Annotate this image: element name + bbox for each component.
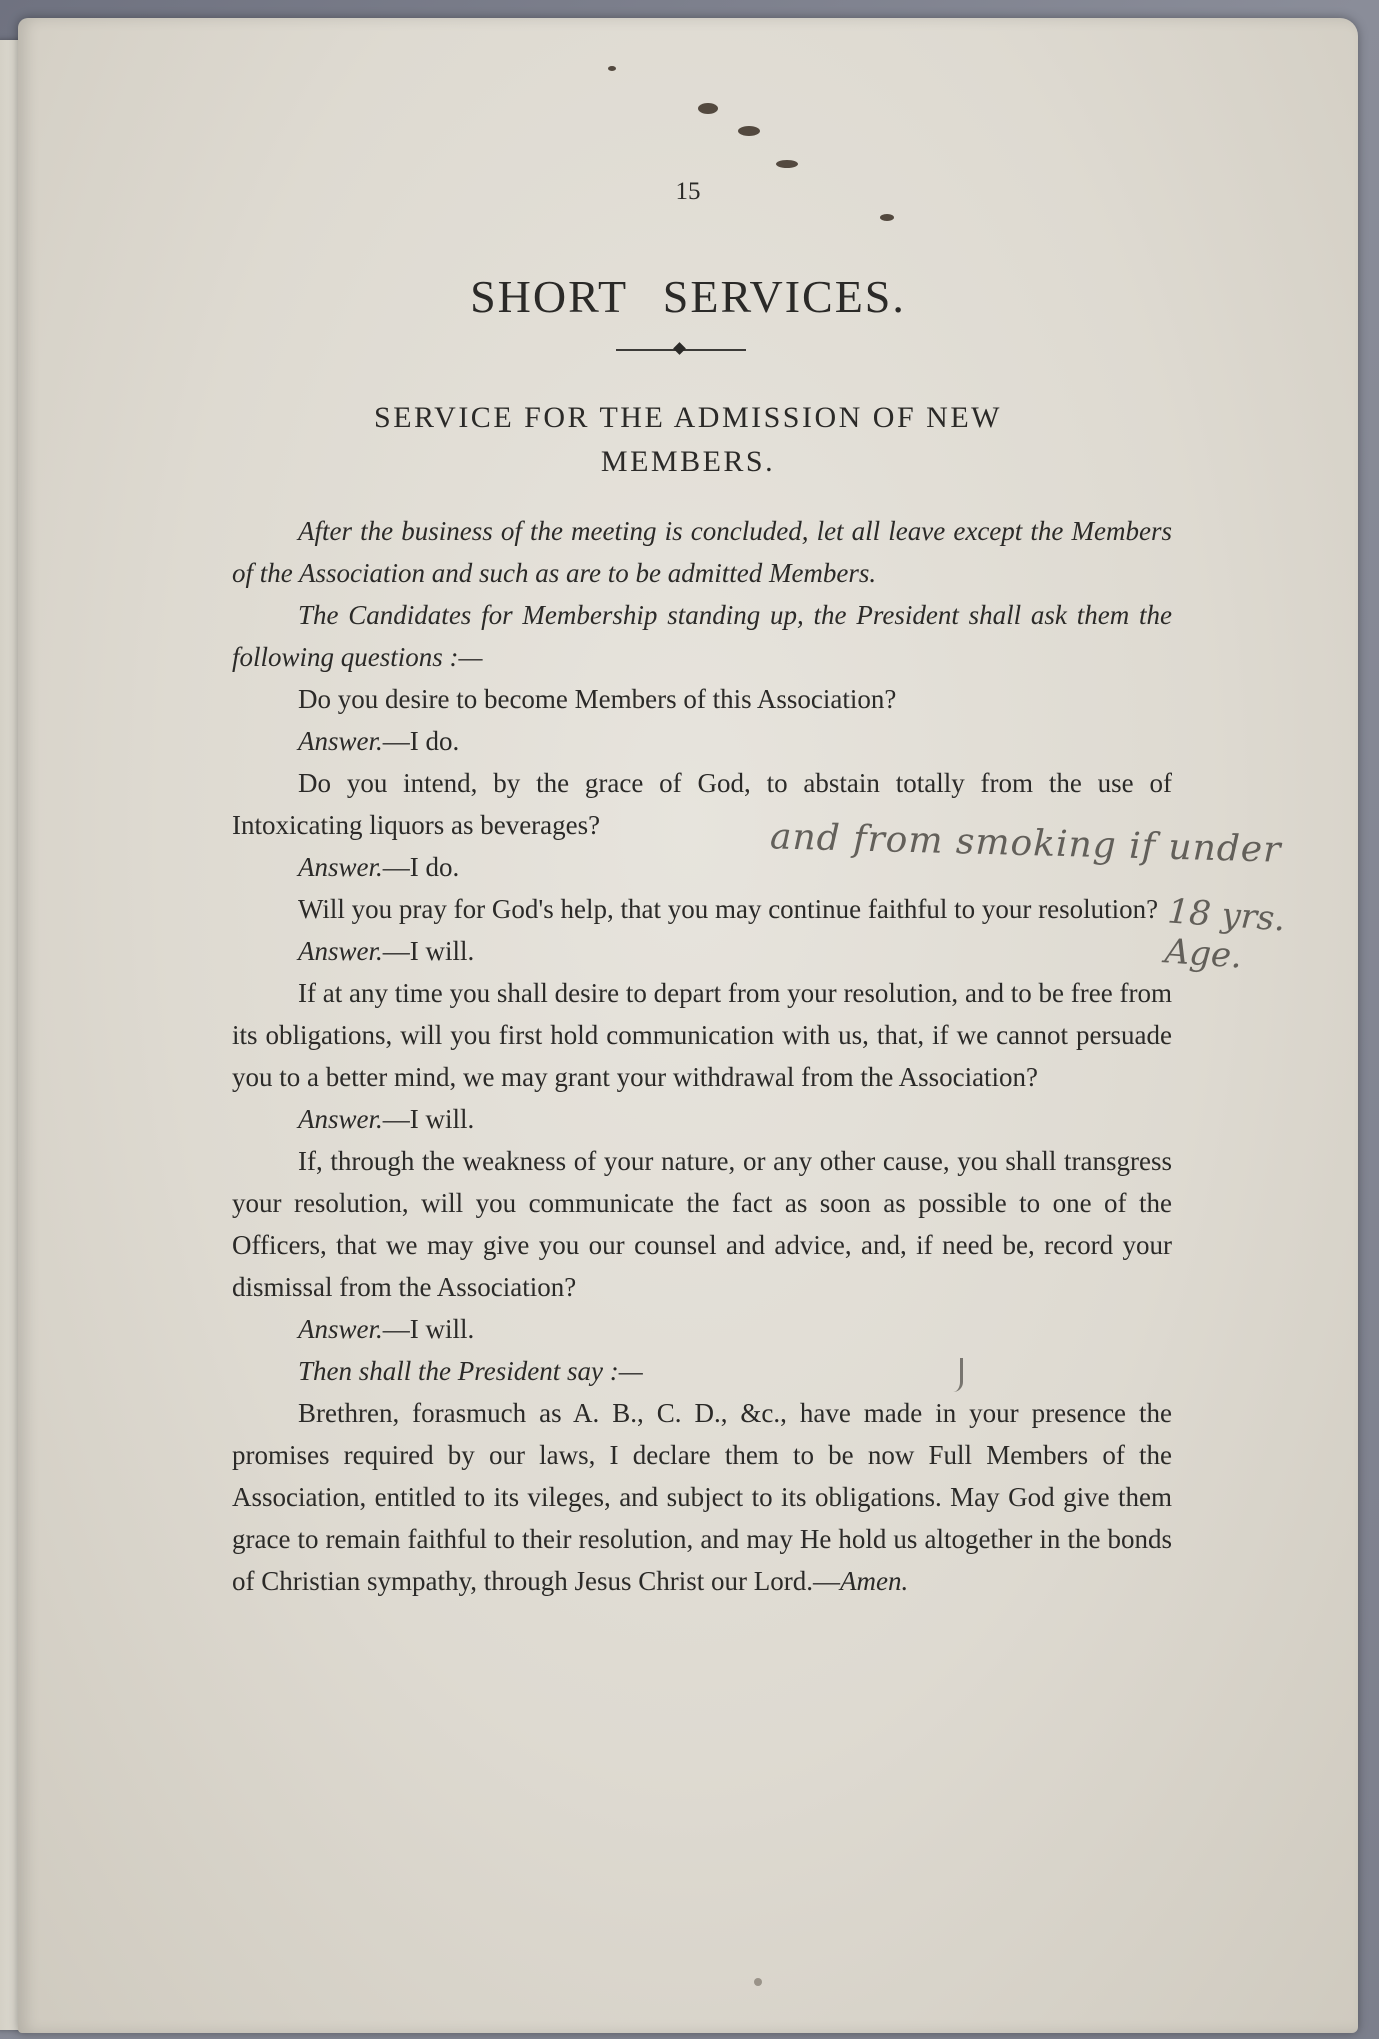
answer-text: —I do.	[382, 852, 460, 882]
foxing-spot	[738, 126, 760, 136]
declaration	[232, 1392, 1172, 1602]
answer-text: —I do.	[382, 726, 460, 756]
foxing-spot	[608, 66, 616, 71]
section-heading-line1: SERVICE FOR THE ADMISSION OF NEW	[374, 401, 1002, 434]
answer-label: Answer.	[298, 1104, 383, 1134]
answer-text: —I will.	[382, 1314, 475, 1344]
ornament-diamond	[673, 342, 686, 355]
section-heading	[263, 396, 1113, 484]
foxing-spot	[880, 214, 894, 221]
answer-5	[232, 1308, 1172, 1350]
answer-label: Answer.	[298, 936, 383, 966]
handwritten-annotation-age: 18 yrs. Age.	[1163, 891, 1287, 977]
answer-1	[232, 720, 1172, 762]
foxing-spot	[776, 160, 798, 168]
answer-4	[232, 1098, 1172, 1140]
question-1: Do you desire to become Members of this Association?	[298, 684, 897, 714]
foxing-spot	[754, 1978, 762, 1986]
book-page	[18, 18, 1358, 2033]
question-5: If, through the weakness of your nature, or any other cause, you shall transgress your resolution, will you communicate the fact as soon as possible to one of the Officers, that we may give you our counsel and advice, and, if need be, record your dismissal from the Association?	[232, 1146, 1172, 1302]
handwritten-correction-mark	[948, 1358, 963, 1392]
answer-label: Answer.	[298, 1314, 383, 1344]
answer-text: —I will.	[382, 936, 475, 966]
amen: Amen.	[839, 1566, 909, 1596]
page-number: 15	[675, 178, 701, 205]
section-heading-line2: MEMBERS.	[600, 445, 776, 478]
question-4: If at any time you shall desire to depart from your resolution, and to be free from its obligations, will you first hold communication with us, that, if we cannot persuade you to a better mind, we may grant your withdrawal from the Association?	[232, 978, 1172, 1092]
handwritten-annotation: and from smoking if under	[769, 816, 1282, 871]
rubric-president: Then shall the President say :—	[298, 1356, 643, 1386]
answer-text: —I will.	[382, 1104, 475, 1134]
question-2: Do you intend, by the grace of God, to abstain totally from the use of Intoxicating liquors as beverages?	[232, 768, 1172, 840]
answer-label: Answer.	[298, 726, 383, 756]
answer-label: Answer.	[298, 852, 383, 882]
question-3: Will you pray for God's help, that you may continue faithful to your resolution?	[298, 894, 1159, 924]
service-text	[232, 510, 1172, 1602]
page-title: SHORT SERVICES.	[470, 271, 906, 322]
rubric-questions: The Candidates for Membership standing up, the President shall ask them the following questions :—	[232, 600, 1172, 672]
answer-3	[232, 930, 1172, 972]
foxing-spot	[698, 103, 718, 114]
rubric-opening: After the business of the meeting is concluded, let all leave except the Members of the Association and such as are to be admitted Members.	[232, 516, 1172, 588]
declaration-text: Brethren, forasmuch as A. B., C. D., &c., have made in your presence the promises required by our laws, I declare them to be now Full Members of the Association, entitled to its vileges, and subject to its obligations. May God give them grace to remain faithful to their resolution, and may He hold us altogether in the bonds of Christian sympathy, through Jesus Christ our Lord.—	[232, 1398, 1172, 1596]
